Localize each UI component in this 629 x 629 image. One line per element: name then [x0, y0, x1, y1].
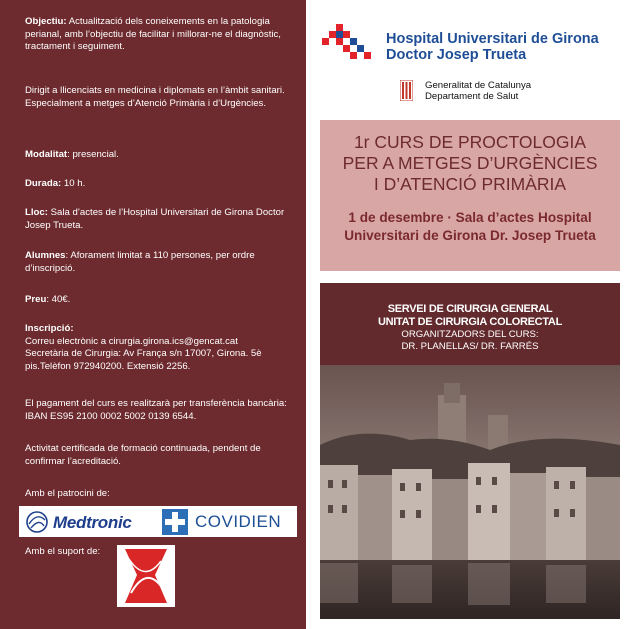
inscripcio-email: Correu electrònic a cirurgia.girona.ics@gencat.cat: [25, 335, 238, 347]
alumnes-paragraph: [25, 250, 293, 275]
hospital-name-line1: Hospital Universitari de Girona: [386, 31, 599, 47]
lloc-label: Lloc:: [25, 207, 48, 218]
hospital-name: [386, 31, 599, 63]
covidien-wordmark: COVIDIEN: [195, 512, 282, 531]
durada-paragraph: [25, 178, 293, 191]
course-date-line1: 1 de desembre · Sala d’actes Hospital: [348, 210, 592, 225]
course-title-line3: I D’ATENCIÓ PRIMÀRIA: [373, 174, 567, 194]
course-title-box: [320, 120, 620, 271]
durada-label: Durada:: [25, 178, 62, 189]
course-title: [320, 132, 620, 195]
organizers-label: ORGANITZADORS DEL CURS:: [401, 329, 539, 340]
organizers-names: DR. PLANELLAS/ DR. FARRÉS: [401, 340, 539, 352]
inscripcio-label: Inscripció:: [25, 323, 74, 334]
support-society-logo: [117, 545, 175, 607]
sponsor-logos: [19, 506, 297, 537]
suport-label: Amb el suport de:: [25, 546, 101, 557]
info-panel: [0, 0, 306, 629]
unit-name: UNITAT DE CIRURGIA COLORECTAL: [378, 316, 562, 328]
covidien-cross-icon: [162, 509, 188, 535]
patrocini-label: Amb el patrocini de:: [25, 488, 110, 499]
organizers-box: [320, 283, 620, 619]
modalitat-text: : presencial.: [67, 149, 119, 160]
medtronic-wordmark: Medtronic: [53, 513, 132, 532]
course-title-line2: PER A METGES D’URGÈNCIES: [342, 153, 598, 173]
objectiu-text: Actualització dels coneixements en la patologia perianal, amb l’objectiu de facilitar i millorar-ne el diagnòstic, tractament i seguiment.: [25, 16, 281, 53]
alumnes-text: : Aforament limitat a 110 persones, per ordre d’inscripció.: [25, 250, 255, 274]
society-logo-icon: [117, 545, 175, 607]
objectiu-paragraph: [25, 16, 293, 54]
pagament-paragraph: El pagament del curs es realitzarà per transferència bancària: IBAN ES95 2100 0002 5002 0139 6544.: [25, 398, 287, 422]
hospital-name-line2: Doctor Josep Trueta: [386, 47, 527, 63]
lloc-paragraph: [25, 207, 293, 232]
activitat-paragraph: Activitat certificada de formació continuada, pendent de confirmar l’acreditació.: [25, 443, 261, 467]
lloc-text: Sala d’actes de l’Hospital Universitari de Girona Doctor Josep Trueta.: [25, 207, 285, 231]
preu-text: : 40€.: [46, 294, 71, 305]
modalitat-paragraph: [25, 149, 293, 162]
preu-paragraph: [25, 294, 293, 307]
hospital-logo-icon: [322, 22, 380, 60]
inscripcio-secretaria: Secretària de Cirurgia: Av França s/n 17007, Girona. 5è pis.Telèfon 972940200. Extensió 2256.: [25, 348, 262, 372]
service-name: SERVEI DE CIRURGIA GENERAL: [387, 303, 553, 315]
alumnes-label: Alumnes: [25, 250, 66, 261]
course-title-line1: 1r CURS DE PROCTOLOGIA: [353, 132, 587, 152]
organizers-text: [320, 303, 620, 352]
girona-river-photo: [320, 365, 620, 619]
preu-label: Preu: [25, 294, 47, 305]
generalitat-logo-icon: [400, 80, 413, 101]
medtronic-logo-icon: [25, 510, 49, 534]
dirigit-paragraph: Dirigit a llicenciats en medicina i diplomats en l’àmbit sanitari. Especialment a metges d’Atenció Primària i d’Urgències.: [25, 85, 285, 109]
course-date-line2: Universitari de Girona Dr. Josep Trueta: [344, 228, 596, 243]
generalitat-text: [425, 80, 531, 102]
course-date-venue: [320, 209, 620, 245]
generalitat-line2: Departament de Salut: [425, 91, 519, 102]
generalitat-line1: Generalitat de Catalunya: [425, 80, 532, 91]
modalitat-label: Modalitat: [25, 149, 68, 160]
objectiu-label: Objectiu:: [25, 16, 67, 27]
inscripcio-paragraph: [25, 323, 293, 373]
durada-text: 10 h.: [63, 178, 86, 189]
